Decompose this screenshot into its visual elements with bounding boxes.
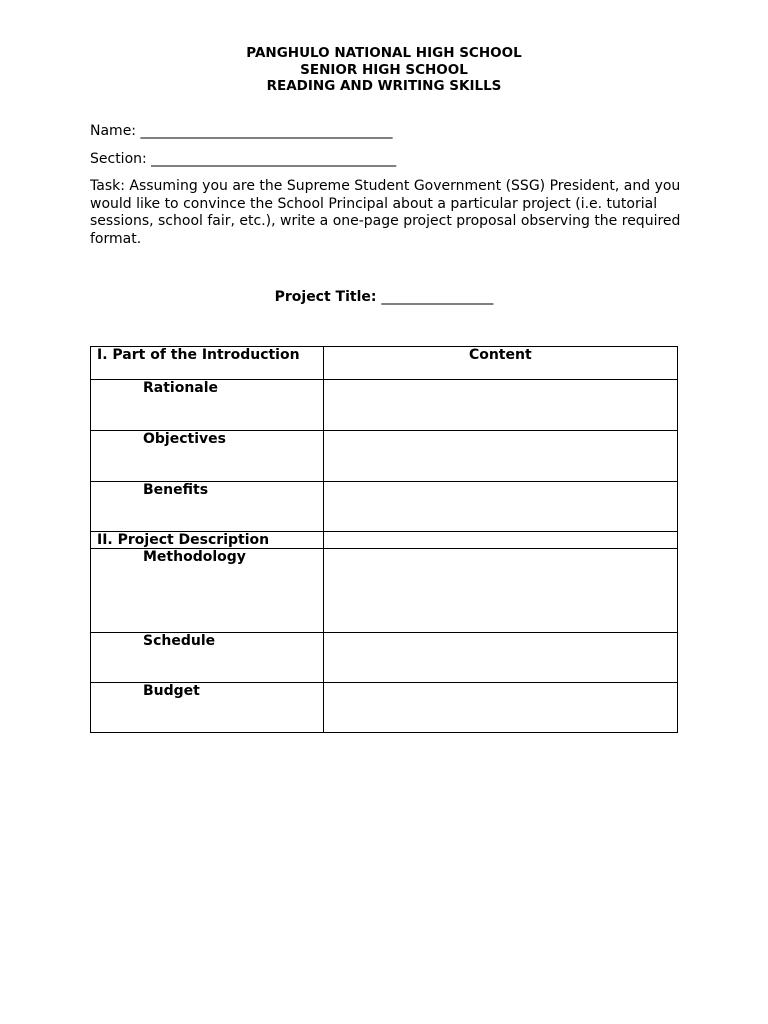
budget-content-cell[interactable] <box>323 683 677 733</box>
schedule-content-cell[interactable] <box>323 633 677 683</box>
proposal-table <box>90 346 678 733</box>
task-instructions: Task: Assuming you are the Supreme Student Government (SSG) President, and you would like to convince the School Principal about a particular project (i.e. tutorial sessions, school fair, etc.), write a one-page project proposal observing the required format. <box>90 178 681 248</box>
school-name: PANGHULO NATIONAL HIGH SCHOOL <box>246 45 522 61</box>
rationale-content-cell[interactable] <box>323 380 677 431</box>
section2-content-cell[interactable] <box>323 532 677 549</box>
table-header-row <box>91 347 678 380</box>
methodology-content-cell[interactable] <box>323 549 677 633</box>
name-field[interactable]: Name: ____________________________________ <box>90 123 393 139</box>
subject-title: READING AND WRITING SKILLS <box>266 78 502 94</box>
benefits-label: Benefits <box>91 482 324 532</box>
objectives-label: Objectives <box>91 431 324 482</box>
header-content-cell: Content <box>323 347 677 380</box>
project-title-line <box>0 289 768 305</box>
section2-label: II. Project Description <box>91 532 324 549</box>
benefits-content-cell[interactable] <box>323 482 677 532</box>
school-level: SENIOR HIGH SCHOOL <box>300 61 468 78</box>
section-field[interactable]: Section: ___________________________________ <box>90 151 397 167</box>
table-section-row <box>91 532 678 549</box>
header-part-cell: I. Part of the Introduction <box>91 347 324 380</box>
document-header <box>0 45 768 95</box>
table-row <box>91 633 678 683</box>
budget-label: Budget <box>91 683 324 733</box>
table-row <box>91 683 678 733</box>
methodology-label: Methodology <box>91 549 324 633</box>
table-row <box>91 380 678 431</box>
project-title-blank[interactable]: ________________ <box>381 289 494 305</box>
table-row <box>91 431 678 482</box>
table-row <box>91 482 678 532</box>
rationale-label: Rationale <box>91 380 324 431</box>
project-title-label: Project Title: <box>274 289 377 305</box>
objectives-content-cell[interactable] <box>323 431 677 482</box>
schedule-label: Schedule <box>91 633 324 683</box>
table-row <box>91 549 678 633</box>
